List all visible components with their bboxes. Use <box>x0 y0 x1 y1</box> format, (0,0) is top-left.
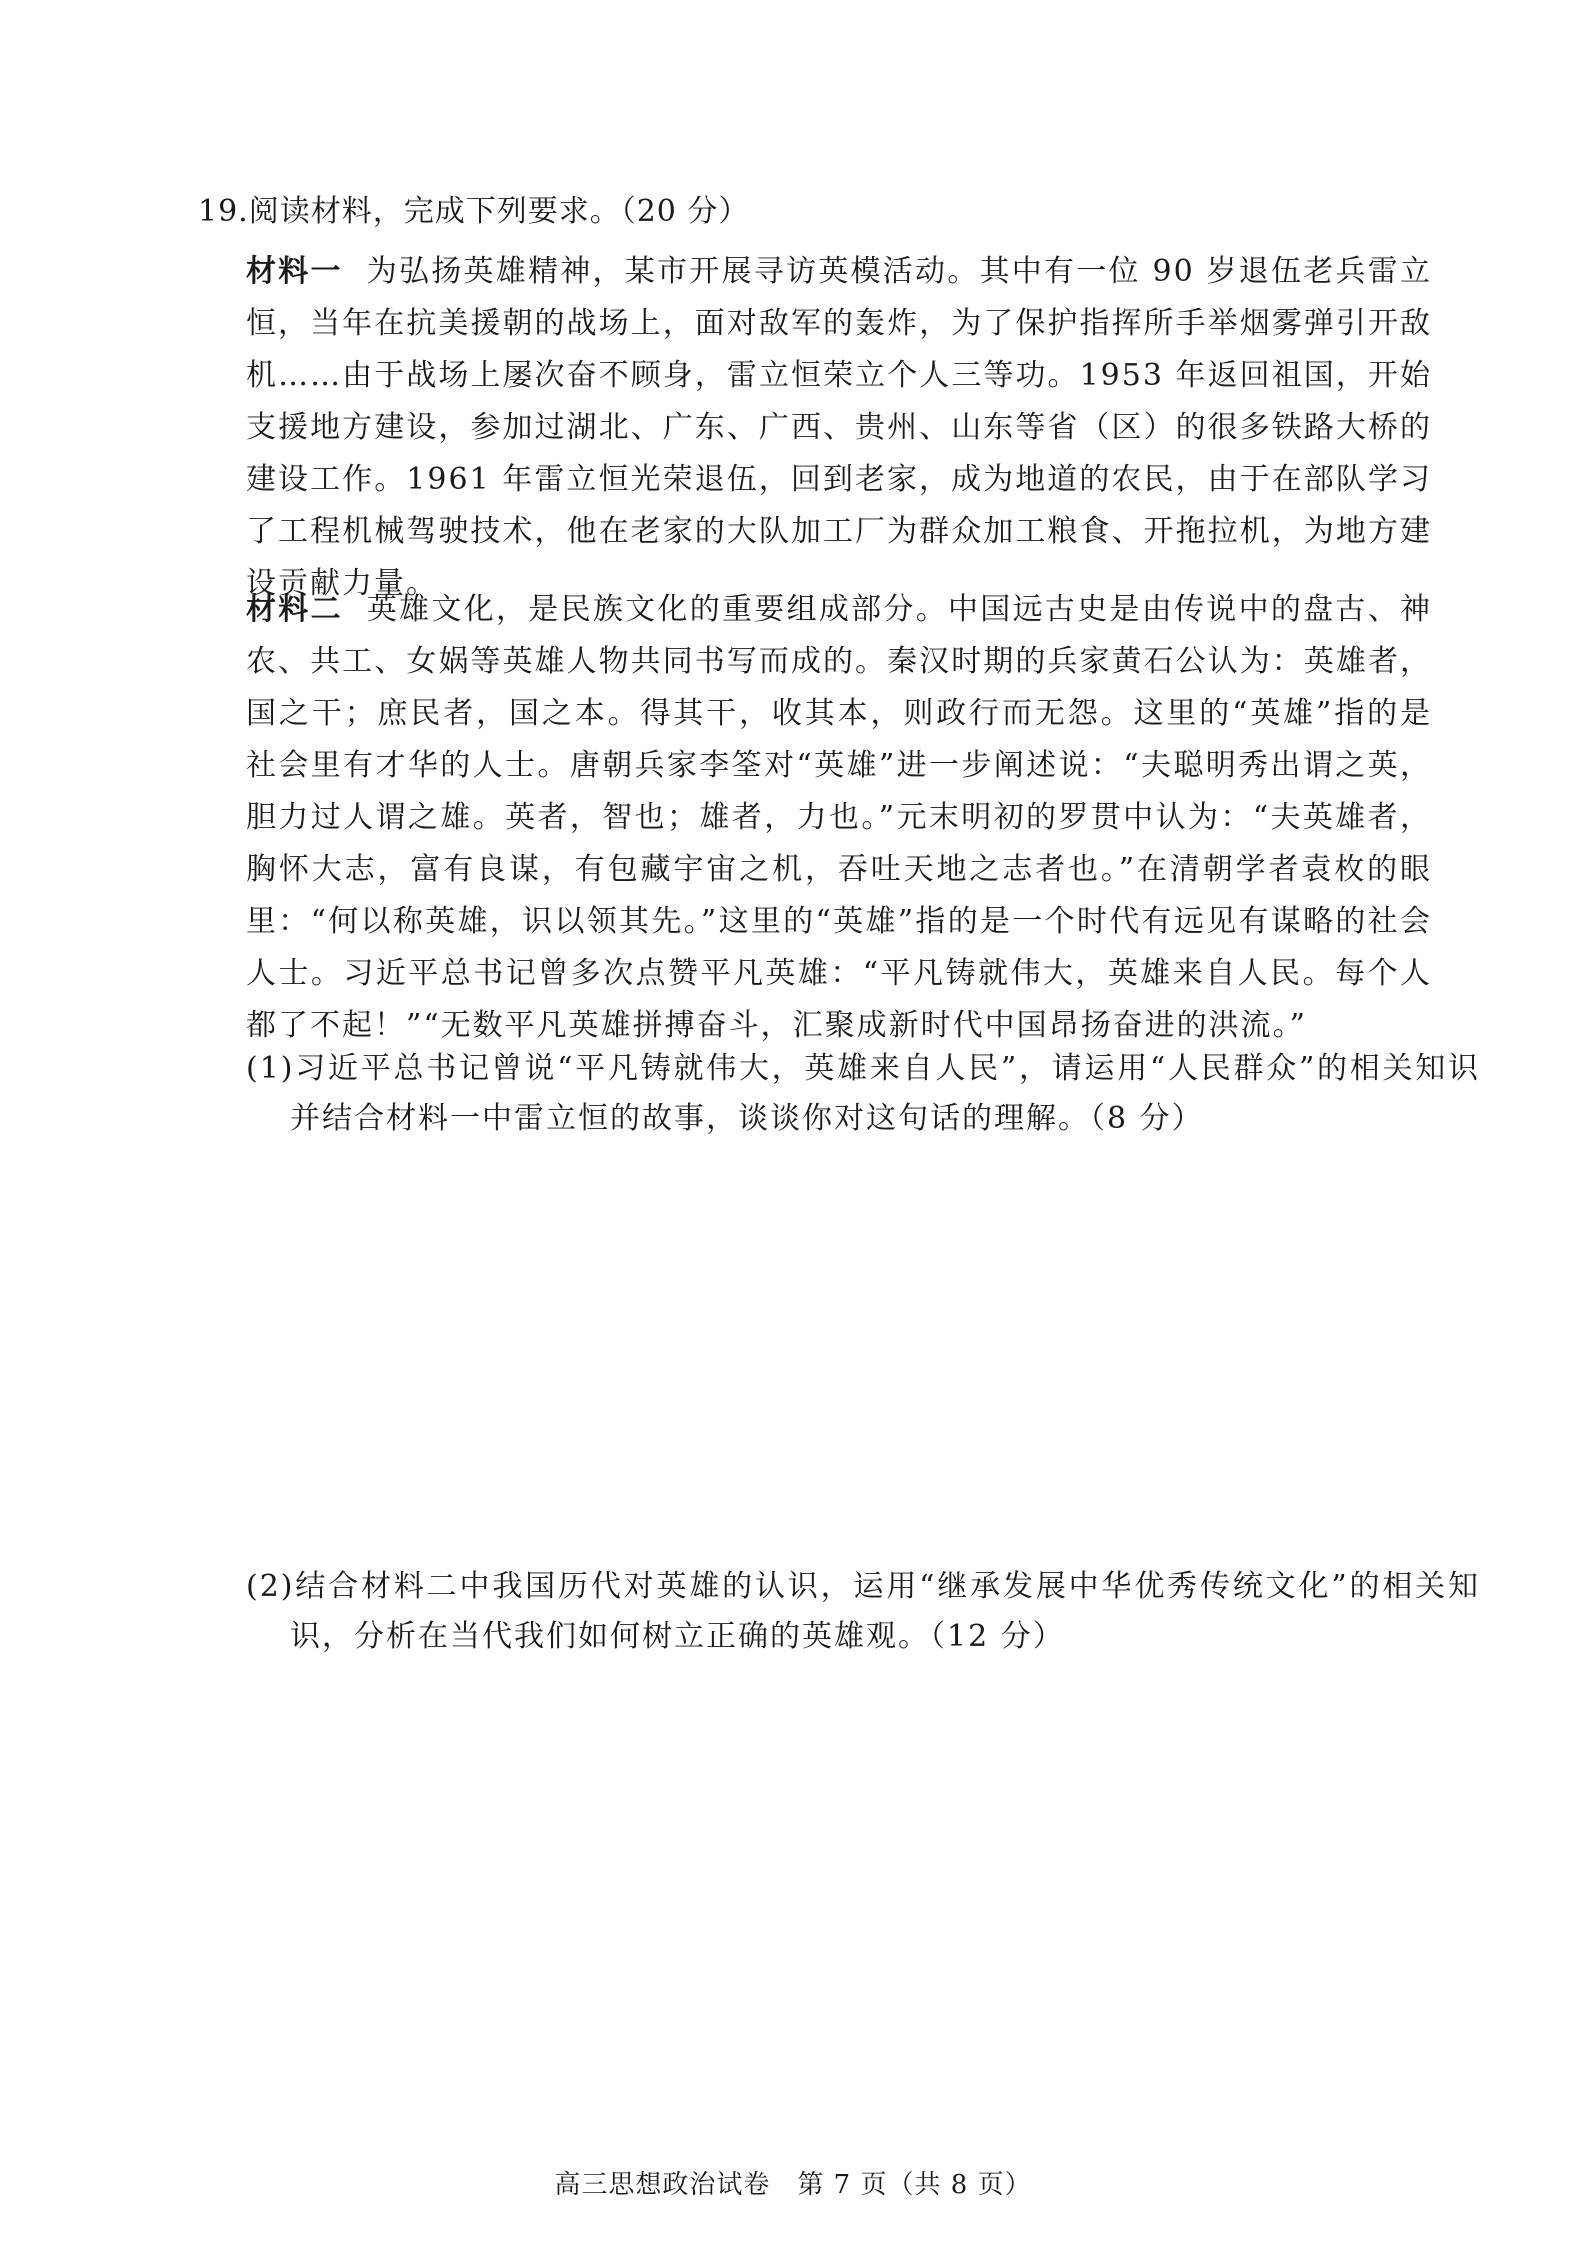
material-two-text: 英雄文化，是民族文化的重要组成部分。中国远古史是由传说中的盘古、神农、共工、女娲等英雄人物共同书写而成的。秦汉时期的兵家黄石公认为：英雄者，国之干；庶民者，国之本。得其干，收其本，则政行而无怨。这里的“英雄”指的是社会里有才华的人士。唐朝兵家李筌对“英雄”进一步阐述说：“夫聪明秀出谓之英，胆力过人谓之雄。英者，智也；雄者，力也。”元末明初的罗贯中认为：“夫英雄者，胸怀大志，富有良谋，有包藏宇宙之机，吞吐天地之志者也。”在清朝学者袁枚的眼里：“何以称英雄，识以领其先。”这里的“英雄”指的是一个时代有远见有谋略的社会人士。习近平总书记曾多次点赞平凡英雄：“平凡铸就伟大，英雄来自人民。每个人都了不起！”“无数平凡英雄拼搏奋斗，汇聚成新时代中国昂扬奋进的洪流。” <box>246 592 1433 1043</box>
material-two-label: 材料二 <box>246 592 343 627</box>
material-one <box>246 246 1432 610</box>
material-one-text: 为弘扬英雄精神，某市开展寻访英模活动。其中有一位 90 岁退伍老兵雷立恒，当年在抗美援朝的战场上，面对敌军的轰炸，为了保护指挥所手举烟雾弹引开敌机……由于战场上屡次奋不顾身，雷立恒荣立个人三等功。1953 年返回祖国，开始支援地方建设，参加过湖北、广东、广西、贵州、山东等省（区）的很多铁路大桥的建设工作。1961 年雷立恒光荣退伍，回到老家，成为地道的农民，由于在部队学习了工程机械驾驶技术，他在老家的大队加工厂为群众加工粮食、开拖拉机，为地方建设贡献力量。 <box>246 254 1432 601</box>
sub-question-2: (2)结合材料二中我国历代对英雄的认识，运用“继承发展中华优秀传统文化”的相关知识，分析在当代我们如何树立正确的英雄观。（12 分） <box>246 1569 1480 1654</box>
sub-question-1: (1)习近平总书记曾说“平凡铸就伟大，英雄来自人民”，请运用“人民群众”的相关知识并结合材料一中雷立恒的故事，谈谈你对这句话的理解。（8 分） <box>246 1051 1480 1136</box>
question-header: 19.阅读材料，完成下列要求。（20 分） <box>198 194 750 229</box>
material-one-label: 材料一 <box>246 254 343 289</box>
page-footer: 高三思想政治试卷 第 7 页（共 8 页） <box>554 2170 1032 2200</box>
material-two <box>246 584 1432 1052</box>
